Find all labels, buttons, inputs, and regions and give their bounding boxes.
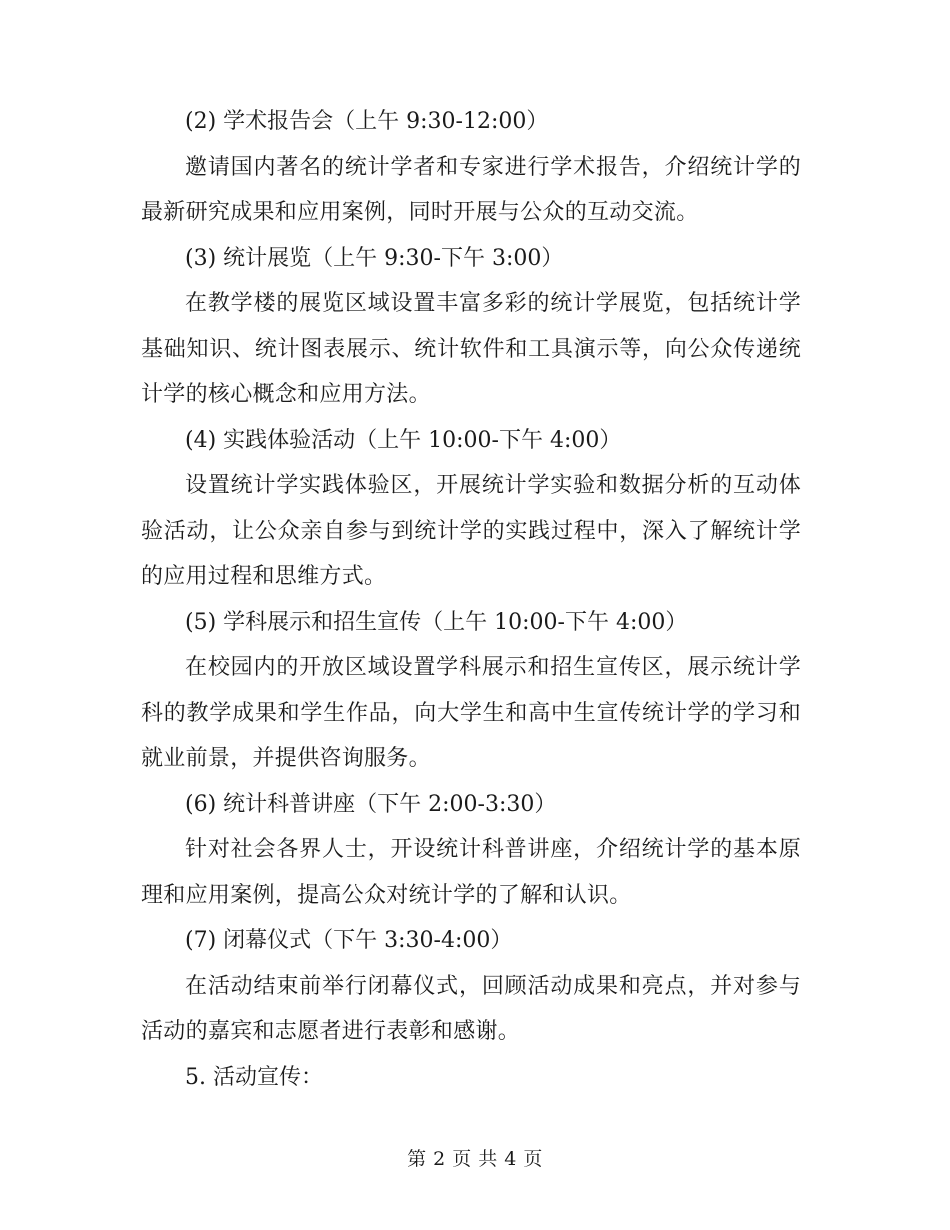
section-heading-discipline-display: (5) 学科展示和招生宣传（上午 10:00-下午 4:00） xyxy=(185,609,688,635)
document-body xyxy=(141,99,801,1100)
section-heading-science-lecture: (6) 统计科普讲座（下午 2:00-3:30） xyxy=(185,791,557,817)
paragraph-closing-ceremony: 在活动结束前举行闭幕仪式，回顾活动成果和亮点，并对参与活动的嘉宾和志愿者进行表彰和感谢。 xyxy=(141,973,801,1044)
paragraph-science-lecture: 针对社会各界人士，开设统计科普讲座，介绍统计学的基本原理和应用案例，提高公众对统计学的了解和认识。 xyxy=(141,837,801,908)
section-heading-academic-report: (2) 学术报告会（上午 9:30-12:00） xyxy=(185,109,549,134)
page-footer: 第 2 页 共 4 页 xyxy=(407,1148,543,1170)
paragraph-practice-activity: 设置统计学实践体验区，开展统计学实验和数据分析的互动体验活动，让公众亲自参与到统计学的实践过程中，深入了解统计学的应用过程和思维方式。 xyxy=(141,473,801,589)
section-heading-closing-ceremony: (7) 闭幕仪式（下午 3:30-4:00） xyxy=(185,928,513,953)
section-heading-statistics-exhibition: (3) 统计展览（上午 9:30-下午 3:00） xyxy=(185,245,564,271)
paragraph-statistics-exhibition: 在教学楼的展览区域设置丰富多彩的统计学展览，包括统计学基础知识、统计图表展示、统计软件和工具演示等，向公众传递统计学的核心概念和应用方法。 xyxy=(141,291,801,407)
section-heading-practice-activity: (4) 实践体验活动（上午 10:00-下午 4:00） xyxy=(185,427,622,453)
paragraph-academic-report: 邀请国内著名的统计学者和专家进行学术报告，介绍统计学的最新研究成果和应用案例，同时开展与公众的互动交流。 xyxy=(141,154,801,225)
section-heading-publicity: 5. 活动宣传： xyxy=(185,1064,323,1090)
paragraph-discipline-display: 在校园内的开放区域设置学科展示和招生宣传区，展示统计学科的教学成果和学生作品，向大学生和高中生宣传统计学的学习和就业前景，并提供咨询服务。 xyxy=(141,655,801,771)
